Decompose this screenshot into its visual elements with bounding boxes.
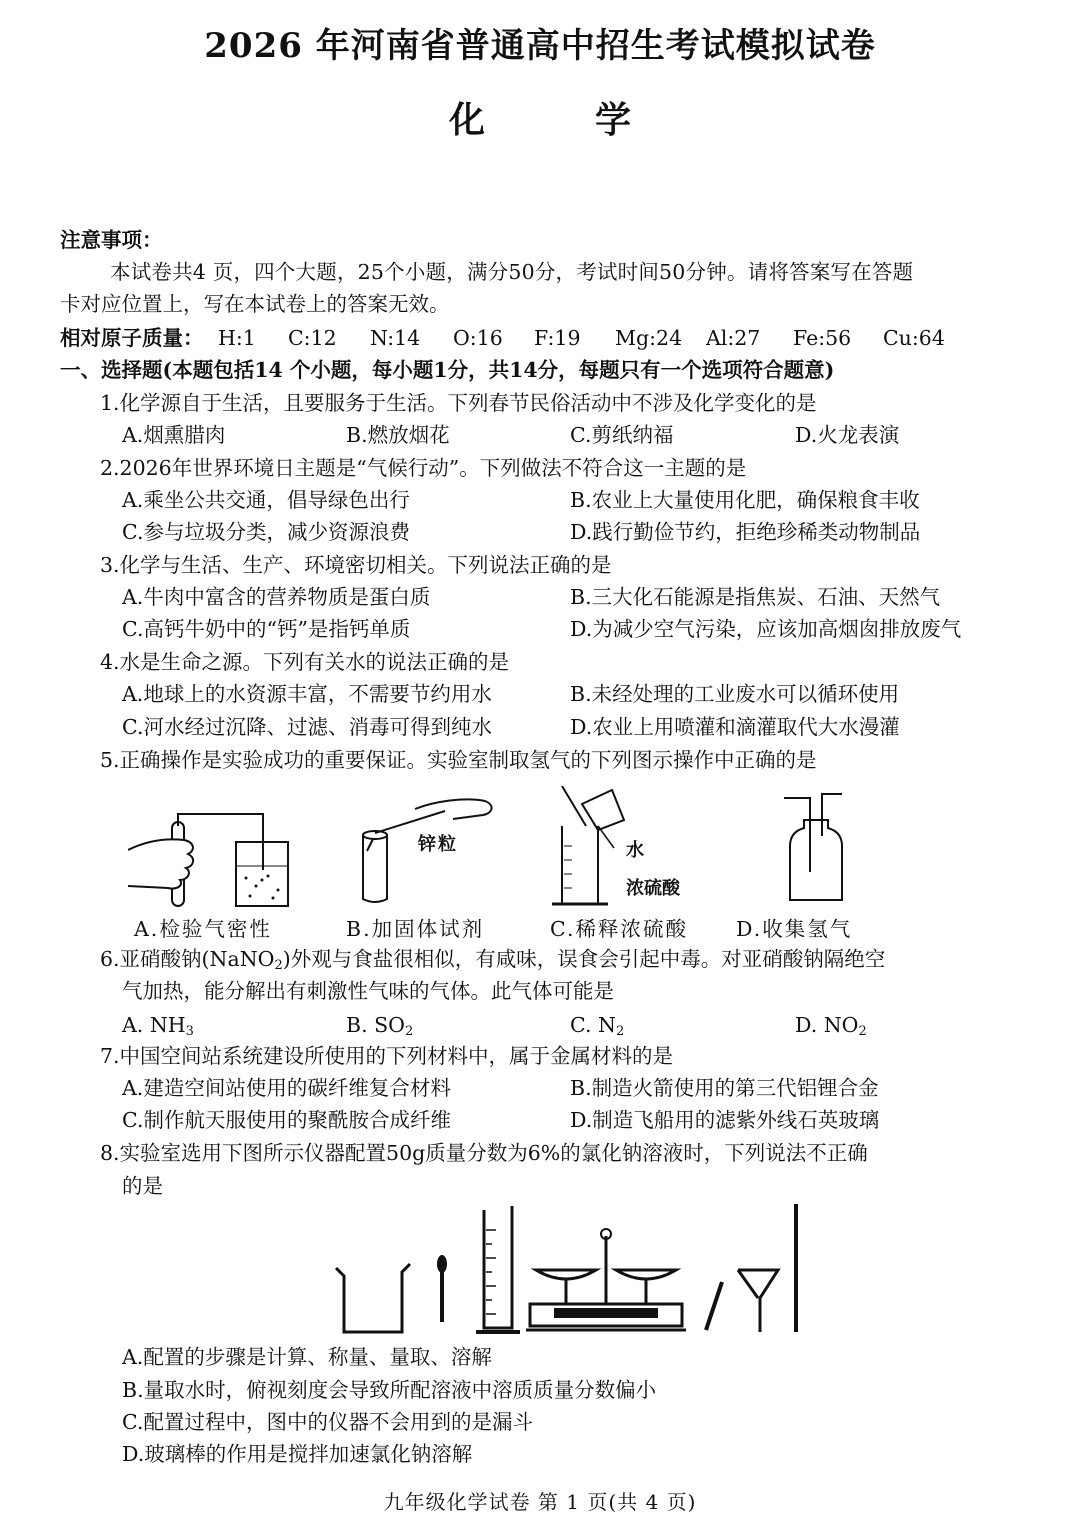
q3-stem: 3.化学与生活、生产、环境密切相关。下列说法正确的是	[100, 553, 612, 577]
q8-option-b: B.量取水时，俯视刻度会导致所配溶液中溶质质量分数偏小	[122, 1378, 657, 1402]
notice-heading: 注意事项：	[60, 228, 163, 252]
airtightness-check-figure	[128, 810, 298, 910]
atomic-mass-mg: Mg:24	[615, 326, 683, 350]
atomic-mass-f: F:19	[534, 326, 581, 350]
q6-option-d: D. $NO_2$	[795, 1013, 867, 1039]
q7-option-b: B.制造火箭使用的第三代铝锂合金	[570, 1076, 879, 1100]
q1-option-a: A.烟熏腊肉	[122, 423, 226, 447]
q3-option-a: A.牛肉中富含的营养物质是蛋白质	[122, 585, 431, 609]
q4-option-b: B.未经处理的工业废水可以循环使用	[570, 682, 900, 706]
q5-option-b: B.加固体试剂	[346, 917, 485, 941]
subject-title: 化学	[448, 99, 741, 141]
q1-option-d: D.火龙表演	[795, 423, 900, 447]
q7-option-a: A.建造空间站使用的碳纤维复合材料	[122, 1076, 451, 1100]
q7-stem: 7.中国空间站系统建设所使用的下列材料中，属于金属材料的是	[100, 1044, 674, 1068]
water-label: 水	[626, 840, 646, 861]
zinc-granule-label: 锌粒	[418, 834, 458, 855]
q7-option-d: D.制造飞船用的滤紫外线石英玻璃	[570, 1108, 880, 1132]
notice-body-line1: 本试卷共4 页，四个大题，25个小题，满分50分，考试时间50分钟。请将答案写在答题	[110, 260, 914, 284]
q6-option-a: A. $NH_3$	[122, 1013, 194, 1039]
q6-option-c: C. $N_2$	[570, 1013, 625, 1039]
solution-apparatus-figure	[330, 1200, 810, 1340]
q8-stem-line2: 的是	[122, 1174, 163, 1198]
q8-option-c: C.配置过程中，图中的仪器不会用到的是漏斗	[122, 1410, 533, 1434]
q5-option-a: A.检验气密性	[134, 917, 272, 941]
q2-option-c: C.参与垃圾分类，减少资源浪费	[122, 520, 410, 544]
q5-stem: 5.正确操作是实验成功的重要保证。实验室制取氢气的下列图示操作中正确的是	[100, 748, 817, 772]
collect-hydrogen-figure	[780, 792, 852, 904]
q3-option-d: D.为减少空气污染，应该加高烟囱排放废气	[570, 617, 962, 641]
conc-acid-label: 浓硫酸	[626, 878, 680, 899]
atomic-mass-o: O:16	[453, 326, 503, 350]
q5-option-c: C.稀释浓硫酸	[550, 917, 688, 941]
q3-option-b: B.三大化石能源是指焦炭、石油、天然气	[570, 585, 941, 609]
atomic-mass-al: Al:27	[706, 326, 761, 350]
q1-stem: 1.化学源自于生活，且要服务于生活。下列春节民俗活动中不涉及化学变化的是	[100, 391, 817, 415]
atomic-mass-c: C:12	[288, 326, 337, 350]
q2-stem: 2.2026年世界环境日主题是“气候行动”。下列做法不符合这一主题的是	[100, 456, 747, 480]
q5-option-d: D.收集氢气	[736, 917, 853, 941]
page-footer: 九年级化学试卷 第 1 页(共 4 页)	[383, 1490, 697, 1514]
q6-stem-line2: 气加热，能分解出有刺激性气味的气体。此气体可能是	[122, 979, 614, 1003]
q6-option-b: B. $SO_2$	[346, 1013, 414, 1039]
atomic-mass-h: H:1	[218, 326, 256, 350]
notice-body-line2: 卡对应位置上，写在本试卷上的答案无效。	[60, 292, 450, 316]
atomic-mass-n: N:14	[370, 326, 421, 350]
q2-option-a: A.乘坐公共交通，倡导绿色出行	[122, 488, 410, 512]
atomic-mass-cu: Cu:64	[883, 326, 945, 350]
q8-stem-line1: 8.实验室选用下图所示仪器配置50g质量分数为6%的氯化钠溶液时，下列说法不正确	[100, 1141, 868, 1165]
q4-option-c: C.河水经过沉降、过滤、消毒可得到纯水	[122, 715, 492, 739]
q4-option-a: A.地球上的水资源丰富，不需要节约用水	[122, 682, 492, 706]
q3-option-c: C.高钙牛奶中的“钙”是指钙单质	[122, 617, 411, 641]
q1-option-b: B.燃放烟花	[346, 423, 450, 447]
q4-stem: 4.水是生命之源。下列有关水的说法正确的是	[100, 650, 510, 674]
atomic-mass-fe: Fe:56	[793, 326, 852, 350]
q2-option-b: B.农业上大量使用化肥，确保粮食丰收	[570, 488, 920, 512]
q8-option-a: A.配置的步骤是计算、称量、量取、溶解	[122, 1345, 492, 1369]
section1-heading: 一、选择题(本题包括14 个小题，每小题1分，共14分，每题只有一个选项符合题意)	[60, 358, 835, 382]
q8-option-d: D.玻璃棒的作用是搅拌加速氯化钠溶解	[122, 1442, 473, 1466]
exam-title: 2026 年河南省普通高中招生考试模拟试卷	[204, 26, 876, 66]
q2-option-d: D.践行勤俭节约，拒绝珍稀类动物制品	[570, 520, 921, 544]
q6-stem-line1: 6.亚硝酸钠(NaNO$_2$)外观与食盐很相似，有咸味，误食会引起中毒。对亚硝酸钠隔绝空	[100, 947, 886, 973]
q1-option-c: C.剪纸纳福	[570, 423, 674, 447]
q7-option-c: C.制作航天服使用的聚酰胺合成纤维	[122, 1108, 451, 1132]
q4-option-d: D.农业上用喷灌和滴灌取代大水漫灌	[570, 715, 900, 739]
atomic-mass-label: 相对原子质量：	[60, 326, 204, 350]
